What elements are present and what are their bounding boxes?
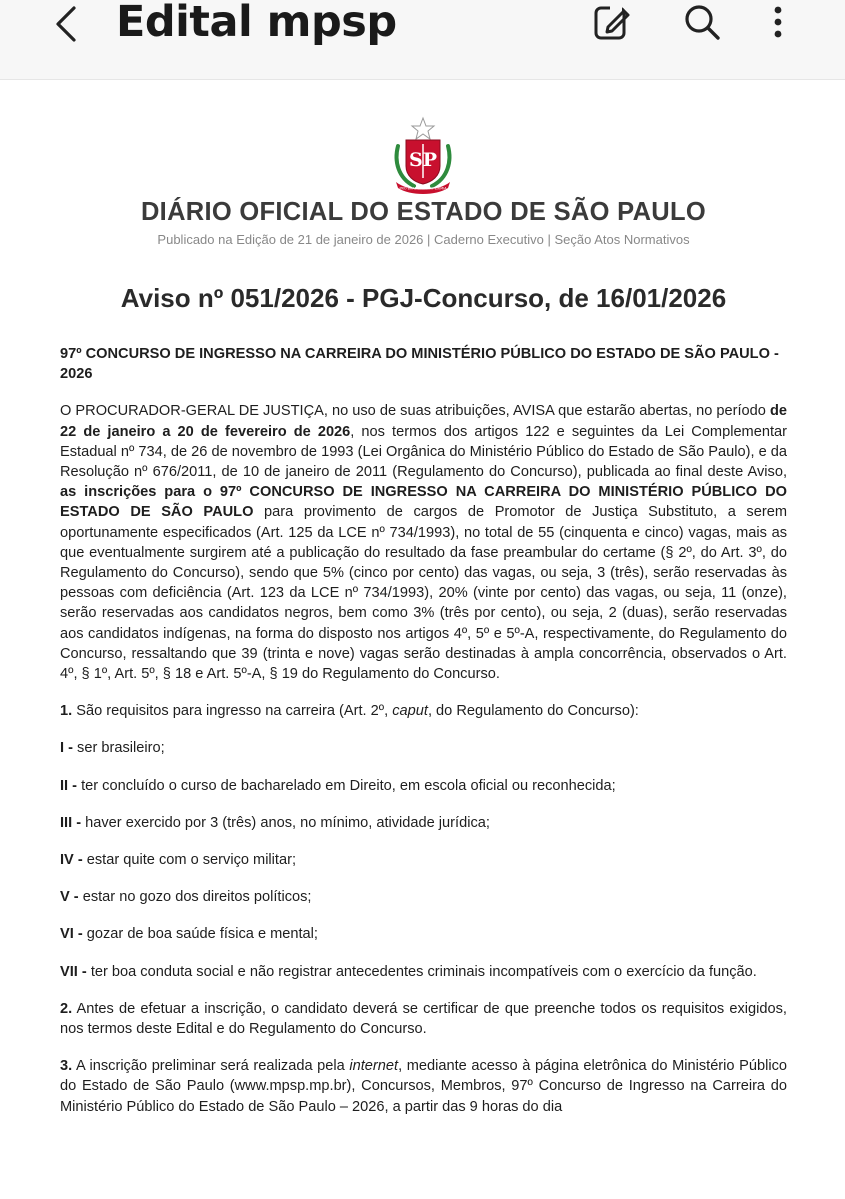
publication-info: Publicado na Edição de 21 de janeiro de 2026 | Caderno Executivo | Seção Atos Normativos: [157, 232, 690, 247]
search-icon: [682, 2, 722, 42]
more-vertical-icon: [758, 2, 798, 42]
back-button[interactable]: [46, 4, 86, 44]
requirement-1: I - ser brasileiro;: [60, 740, 165, 757]
app-bar: [0, 0, 845, 80]
notice-title: Aviso nº 051/2026 - PGJ-Concurso, de 16/01/2026: [120, 283, 727, 313]
item-2: 2. Antes de efetuar a inscrição, o candidato deverá se certificar de que preenche todos os requisitos exigidos, nos termos deste Edital e do Regulamento do Concurso.: [60, 1000, 787, 1038]
requirement-4: IV - estar quite com o serviço militar;: [60, 852, 297, 869]
contest-heading: 97º CONCURSO DE INGRESSO NA CARREIRA DO MINISTÉRIO PÚBLICO DO ESTADO DE SÃO PAULO - 2026: [60, 346, 779, 383]
emblem-motto: PRO BRASILIA FIANT EXIMIA: [399, 186, 447, 191]
chevron-left-icon: [52, 4, 80, 44]
sao-paulo-coat-of-arms-icon: [388, 116, 458, 196]
opening-paragraph: O PROCURADOR-GERAL DE JUSTIÇA, no uso de suas atribuições, AVISA que estarão abertas, no período de 22 de janeiro a 20 de fevereiro de 2026, nos termos dos artigos 122 e seguintes da Lei Complementar Estadual nº 734, de 26 de novembro de 1993 (Lei Orgânica do Ministério Público do Estado de São Paulo), e da Resolução nº 676/2011, de 10 de janeiro de 2011 (Regulamento do Concurso), publicada ao final deste Aviso, as inscrições para o 97º CONCURSO DE INGRESSO NA CARREIRA DO MINISTÉRIO PÚBLICO DO ESTADO DE SÃO PAULO para provimento de cargos de Promotor de Justiça Substituto, a serem oportunamente especificados (Art. 125 da LCE nº 734/1993), no total de 55 (cinquenta e cinco) vagas, mais as que eventualmente surgirem até a publicação do resultado da fase preambular do certame (§ 2º, do Art. 3º, do Regulamento do Concurso), sendo que 5% (cinco por cento) das vagas, ou seja, 3 (três), serão reservadas às pessoas com deficiência (Art. 123 da LCE nº 734/1993), 20% (vinte por cento) das vagas, ou seja, 11 (onze), serão reservadas aos candidatos negros, bem como 3% (três por cento), ou seja, 2 (duas), serão reservadas aos candidatos indígenas, na forma do disposto nos artigos 4º, 5º e 5º-A, respectivamente, do Regulamento do Concurso, ressaltando que 39 (trinta e nove) vagas serão destinadas à ampla concorrência, observados o Art. 4º, § 1º, Art. 5º, § 18 e Art. 5º-A, § 19 do Regulamento do Concurso.: [60, 403, 787, 683]
more-options-button[interactable]: [758, 2, 798, 42]
item-3: 3. A inscrição preliminar será realizada pela internet, mediante acesso à página eletrônica do Ministério Público do Estado de São Paulo (www.mpsp.mp.br), Concursos, Membros, 97º Concurso de Ingresso na Carreira do Ministério Público do Estado de São Paulo – 2026, a partir das 9 horas do dia: [60, 1058, 787, 1115]
requirement-5: V - estar no gozo dos direitos políticos;: [60, 889, 312, 906]
requirement-6: VI - gozar de boa saúde física e mental;: [60, 926, 318, 943]
app-title: Edital mpsp: [116, 0, 397, 47]
gazette-title: DIÁRIO OFICIAL DO ESTADO DE SÃO PAULO: [140, 198, 707, 226]
requirement-7: VII - ter boa conduta social e não registrar antecedentes criminais incompatíveis com o exercício da função.: [60, 963, 757, 980]
edit-button[interactable]: [592, 2, 632, 42]
requirement-2: II - ter concluído o curso de bacharelado em Direito, em escola oficial ou reconhecida;: [60, 777, 616, 794]
item-1: 1. São requisitos para ingresso na carreira (Art. 2º, caput, do Regulamento do Concurso):: [60, 703, 639, 720]
emblem-monogram: SP: [408, 149, 438, 171]
requirement-3: III - haver exercido por 3 (três) anos, no mínimo, atividade jurídica;: [60, 814, 490, 831]
edit-note-icon: [592, 2, 632, 42]
notice-body: [60, 344, 787, 1134]
search-button[interactable]: [682, 2, 722, 42]
